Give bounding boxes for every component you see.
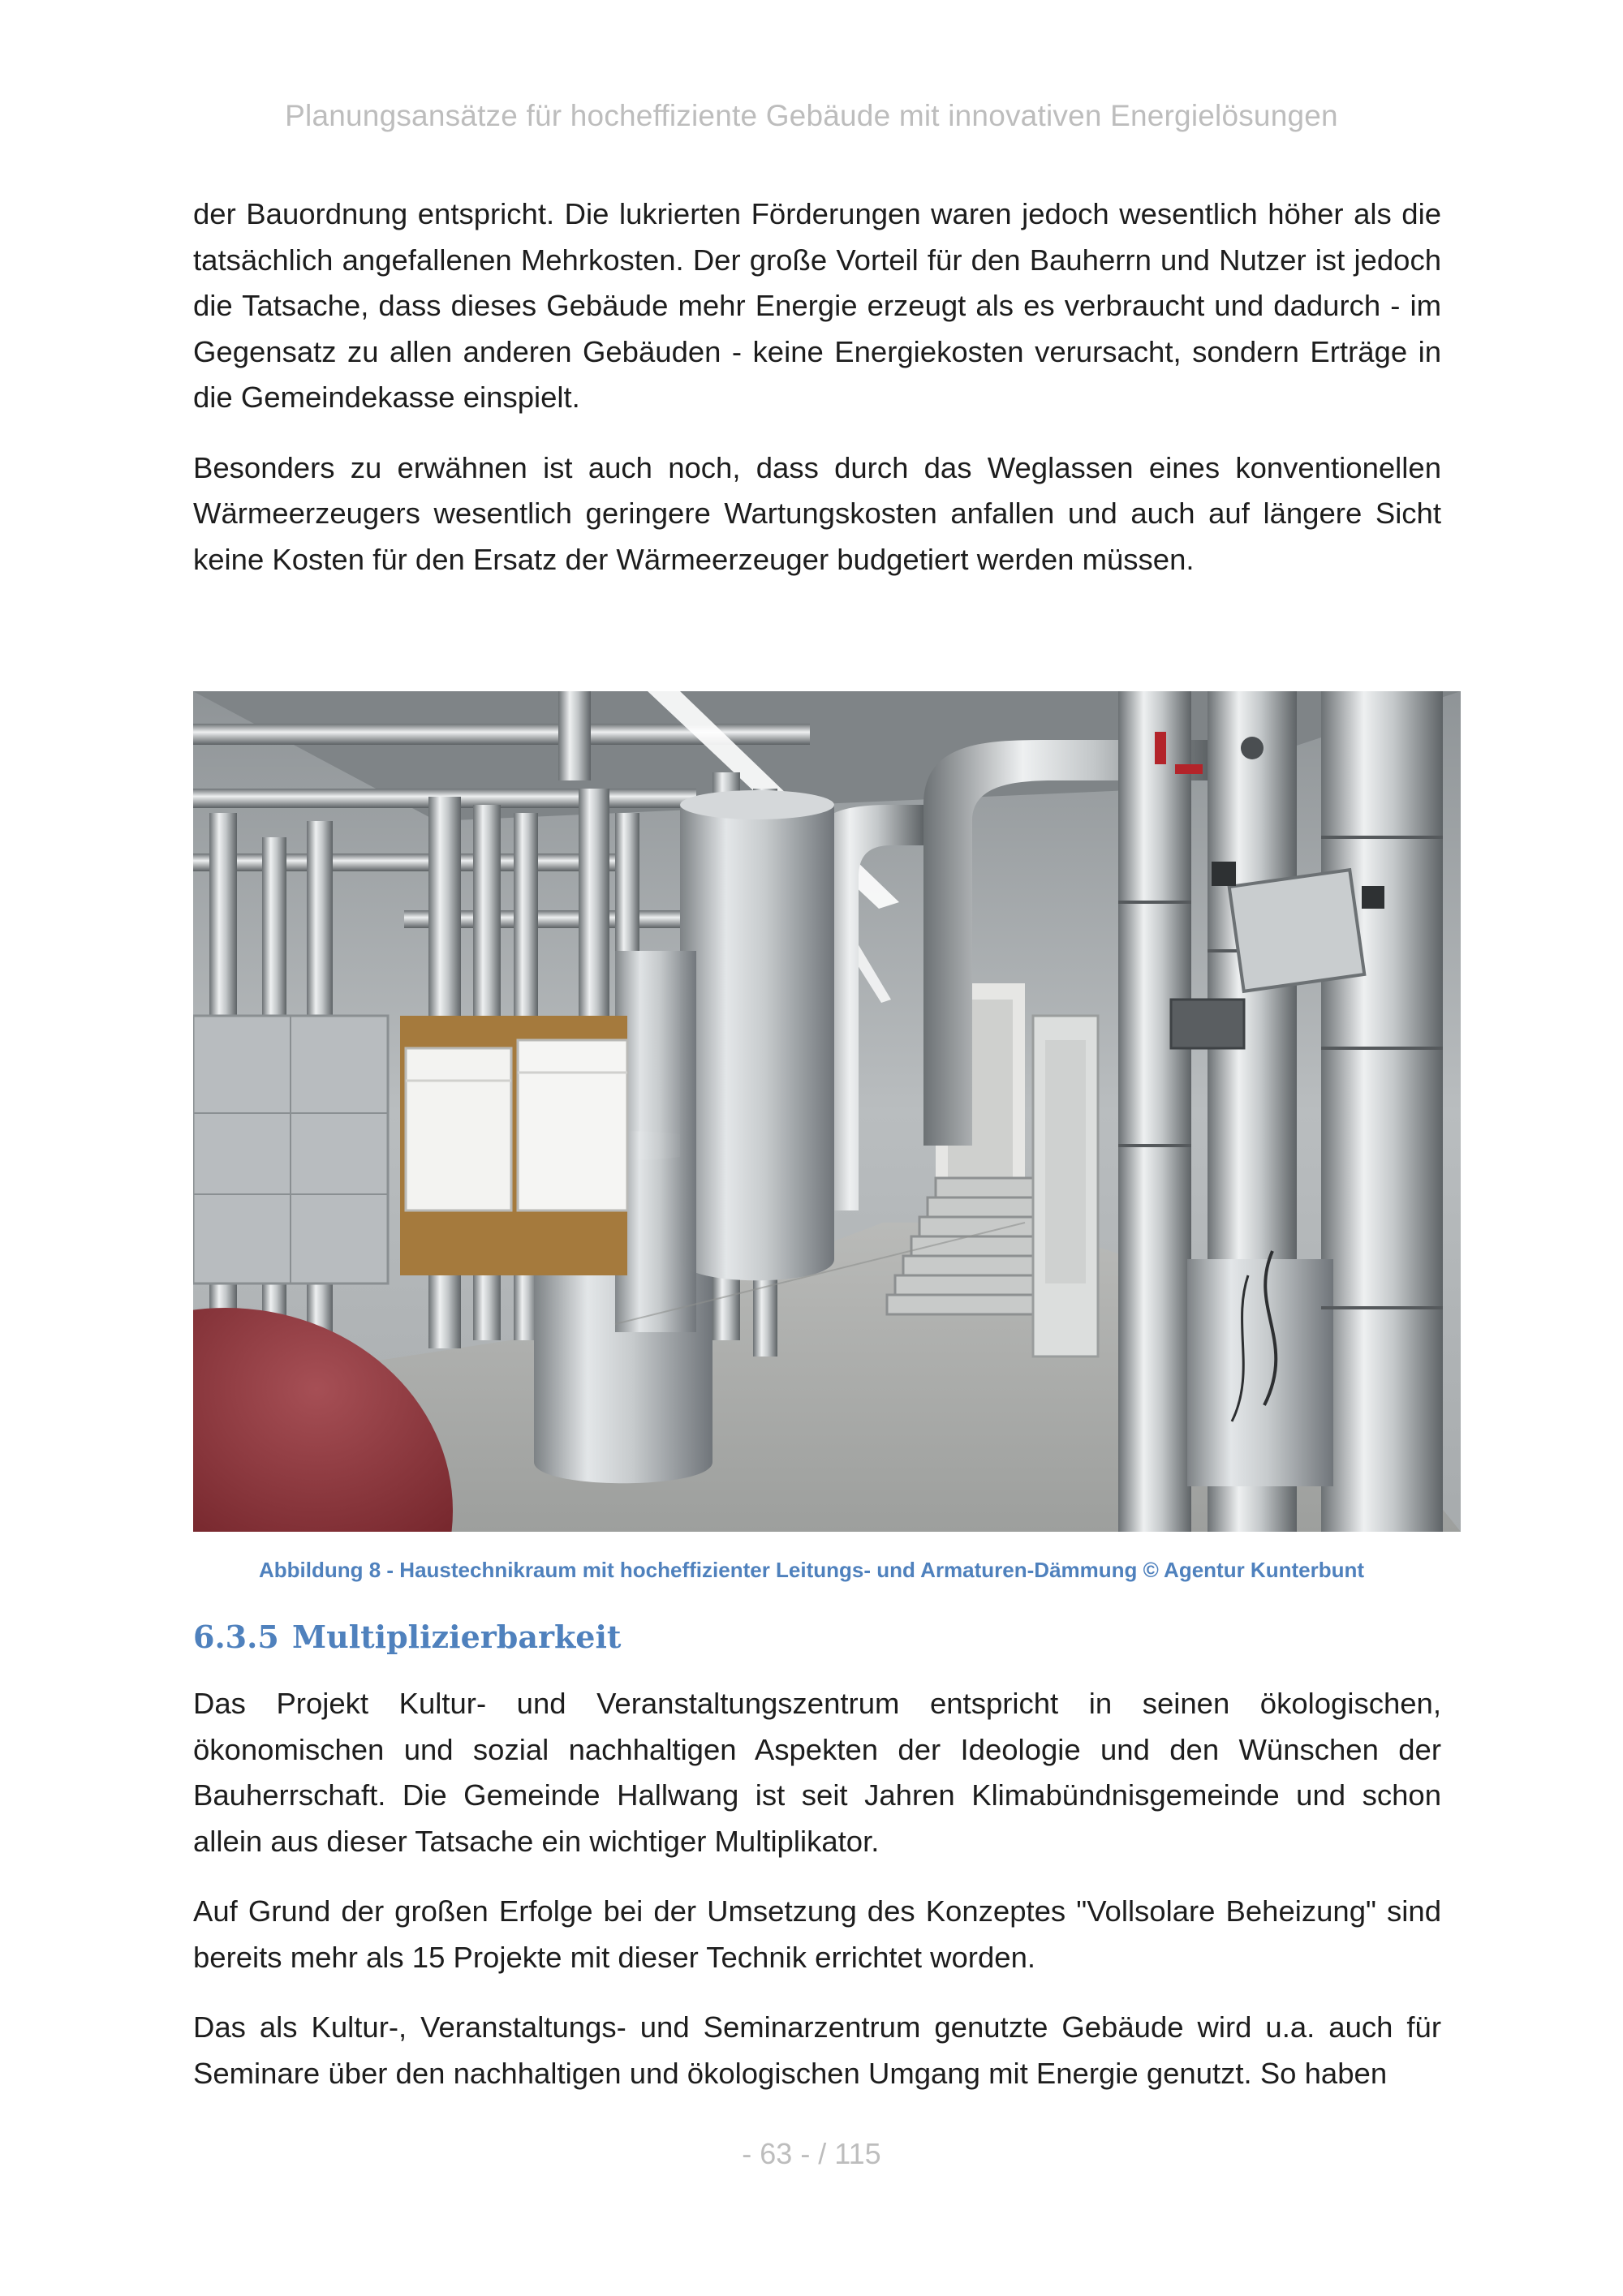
top-text-block [193,191,1441,583]
bottom-text-block [193,1681,1441,2096]
section-number: 6.3.5 [193,1619,279,1655]
paragraph-costs: der Bauordnung entspricht. Die lukrierten Förderungen waren jedoch wesentlich höher als die tatsächlich angefallenen Mehrkosten. Der große Vorteil für den Bauherrn und Nutzer ist jedoch die Tatsache, dass dieses Gebäude mehr Energie erzeugt als es verbraucht und dadurch - im Gegensatz zu allen anderen Gebäuden - keine Energiekosten verursacht, sondern Erträge in die Gemeindekasse einspielt. [193,197,1441,414]
running-header: Planungsansätze für hocheffiziente Gebäude mit innovativen Energielösungen [285,99,1338,132]
section-title: Multiplizierbarkeit [292,1619,622,1655]
figure-caption: Abbildung 8 - Haustechnikraum mit hocheffizienter Leitungs- und Armaturen-Dämmung © Agentur Kunterbunt [258,1558,1365,1582]
technical-room-illustration [193,691,1461,1532]
paragraph-seminars: Das als Kultur-, Veranstaltungs- und Seminarzentrum genutzte Gebäude wird u.a. auch für Seminare über den nachhaltigen und ökologischen Umgang mit Energie genutzt. So haben [193,2010,1441,2090]
figure-photo-technical-room [193,691,1461,1532]
paragraph-success: Auf Grund der großen Erfolge bei der Umsetzung des Konzeptes "Vollsolare Beheizung" sind bereits mehr als 15 Projekte mit dieser Technik errichtet worden. [193,1894,1441,1974]
paragraph-project: Das Projekt Kultur- und Veranstaltungszentrum entspricht in seinen ökologischen, ökonomischen und sozial nachhaltigen Aspekten der Ideologie und den Wünschen der Bauherrschaft. Die Gemeinde Hallwang ist seit Jahren Klimabündnisgemeinde und schon allein aus dieser Tatsache ein wichtiger Multiplikator. [193,1687,1441,1858]
page-number: - 63 - / 115 [742,2137,881,2170]
paragraph-maintenance: Besonders zu erwähnen ist auch noch, dass durch das Weglassen eines konventionellen Wärmeerzeugers wesentlich geringere Wartungskosten anfallen und auch auf längere Sicht keine Kosten für den Ersatz der Wärmeerzeuger budgetiert werden müssen. [193,450,1441,576]
section-heading [193,1619,621,1655]
